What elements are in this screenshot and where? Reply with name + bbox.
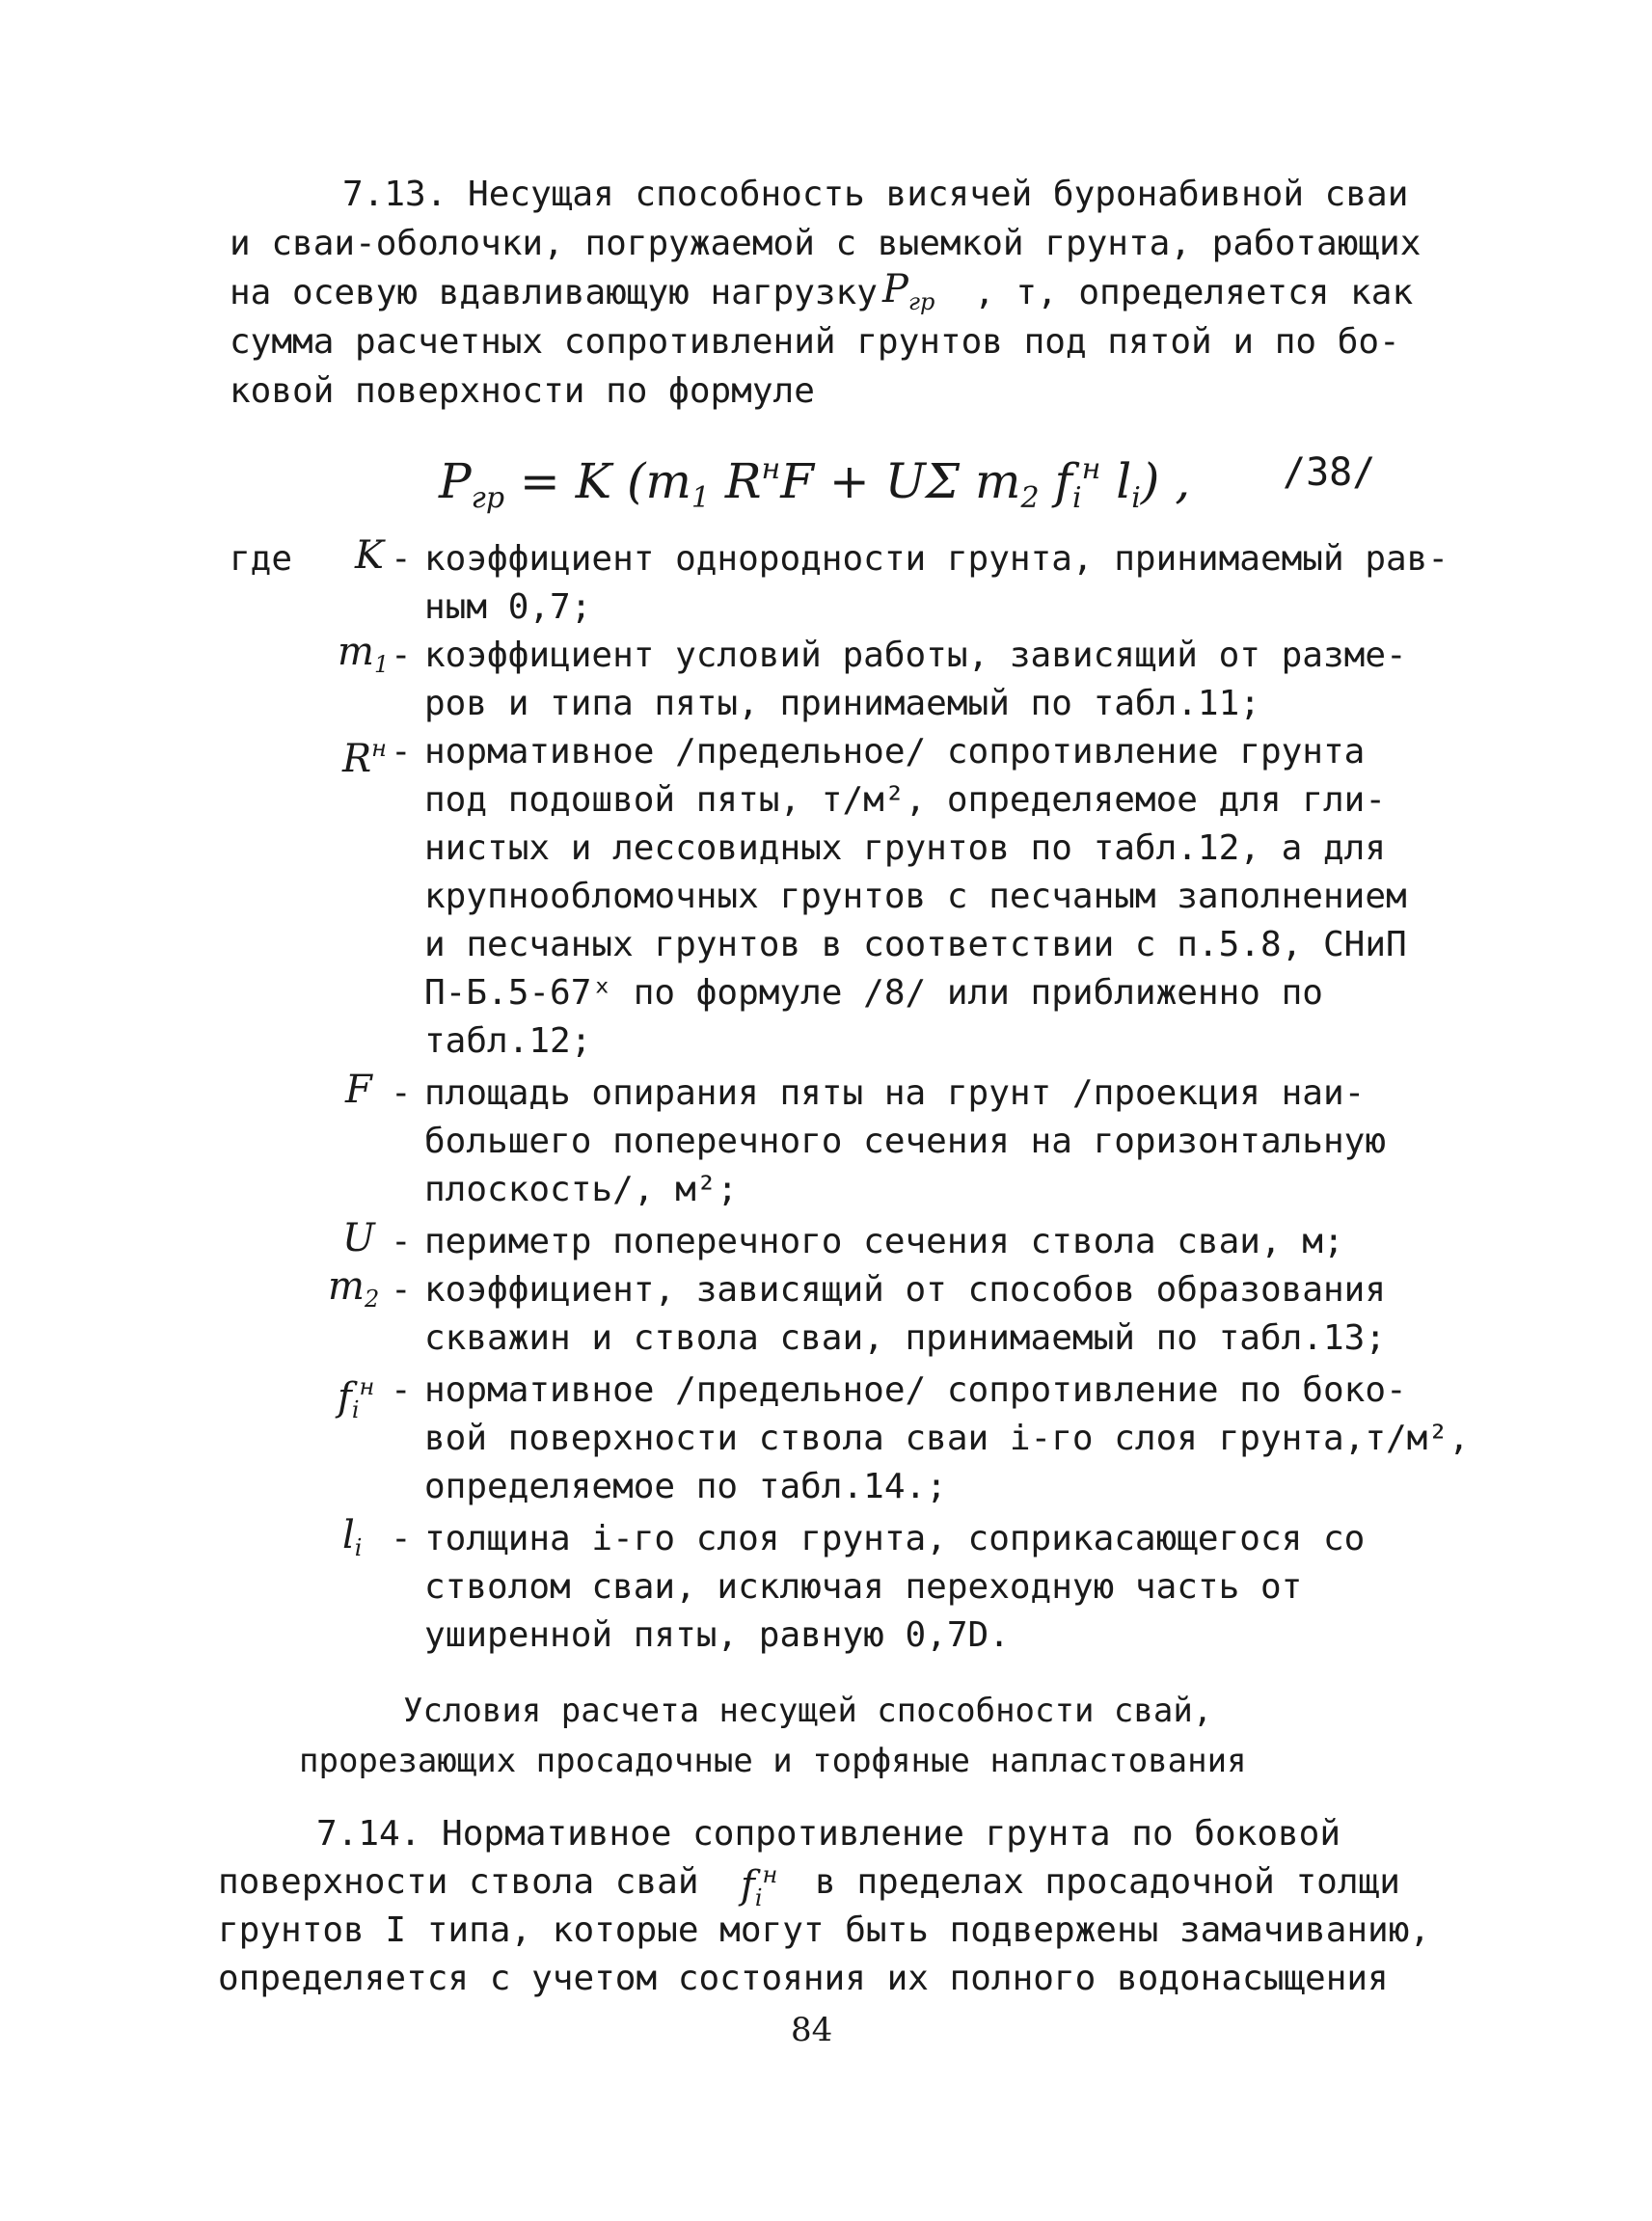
para-7-14-line-2a: поверхности ствола свай	[218, 1862, 699, 1902]
formula-number: /38/	[1283, 450, 1376, 495]
para-7-14-line-4: определяется с учетом состояния их полного водонасыщения	[218, 1959, 1389, 1998]
where-label: где	[230, 539, 293, 579]
dash: -	[391, 1073, 412, 1113]
symbol-f: F	[345, 1068, 372, 1112]
page-number: 84	[791, 2011, 833, 2049]
def-rn-line-3: нистых и лессовидных грунтов по табл.12, а для	[424, 828, 1386, 868]
para-7-13-line-5: ковой поверхности по формуле	[230, 371, 815, 411]
subheading-line-1: Условия расчета несущей способности свай,	[403, 1692, 1213, 1730]
dash: -	[391, 1270, 412, 1310]
para-7-13-line-1: 7.13. Несущая способность висячей буронабивной сваи	[342, 175, 1409, 214]
def-rn-line-1: нормативное /предельное/ сопротивление грунта	[424, 732, 1366, 772]
def-f-line-2: большего поперечного сечения на горизонтальную	[424, 1122, 1386, 1161]
para-7-14-line-3: грунтов I типа, которые могут быть подвержены замачиванию,	[218, 1910, 1431, 1950]
inline-symbol-pgr: $P_{гр}$	[882, 267, 935, 315]
dash: -	[391, 539, 412, 579]
def-li-line-1: толщина i-го слоя грунта, соприкасающегося со	[424, 1519, 1366, 1558]
symbol-fin: $f_i^н$	[338, 1373, 375, 1423]
symbol-k: K	[355, 533, 384, 578]
def-rn-line-2: под подошвой пяты, т/м², определяемое для гли-	[424, 780, 1386, 820]
def-m1-line-1: коэффициент условий работы, зависящий от разме-	[424, 636, 1407, 675]
para-7-14-line-1: 7.14. Нормативное сопротивление грунта по боковой	[316, 1814, 1341, 1854]
para-7-13-line-2: и сваи-оболочки, погружаемой с выемкой грунта, работающих	[230, 224, 1422, 263]
def-fin-line-3: определяемое по табл.14.;	[424, 1467, 947, 1506]
inline-symbol-fin: $f_i^н$	[741, 1861, 778, 1911]
def-rn-line-4: крупнообломочных грунтов с песчаным заполнением	[424, 877, 1407, 916]
subheading-line-2: прорезающих просадочные и торфяные напластования	[299, 1742, 1247, 1780]
def-m2-line-1: коэффициент, зависящий от способов образования	[424, 1270, 1386, 1310]
def-m1-line-2: ров и типа пяты, принимаемый по табл.11;	[424, 684, 1260, 723]
def-k-line-1: коэффициент однородности грунта, принимаемый рав-	[424, 539, 1449, 579]
dash: -	[391, 1222, 412, 1261]
def-rn-line-6: П-Б.5-67ˣ по формуле /8/ или приближенно по	[424, 973, 1323, 1013]
def-li-line-3: уширенной пяты, равную 0,7D.	[424, 1615, 1010, 1655]
def-f-line-1: площадь опирания пяты на грунт /проекция наи-	[424, 1073, 1366, 1113]
para-7-13-line-3b: , т, определяется как	[974, 273, 1414, 312]
dash: -	[391, 1370, 412, 1410]
symbol-m2: $m_2$	[328, 1264, 380, 1313]
para-7-13-line-3a: на осевую вдавливающую нагрузку	[230, 273, 878, 312]
symbol-m1: $m_1$	[338, 630, 390, 678]
dash: -	[391, 732, 412, 772]
def-rn-line-5: и песчаных грунтов в соответствии с п.5.8, СНиП	[424, 925, 1407, 964]
symbol-rn: $R^н$	[342, 735, 387, 781]
def-li-line-2: стволом сваи, исключая переходную часть от	[424, 1567, 1303, 1607]
formula-38: $P_{гр} = K$ ($m_1$ $R^нF + U\Sigma$ $m_2$ $f_i^н$ $l_i$) ,	[439, 452, 1191, 515]
def-rn-line-7: табл.12;	[424, 1021, 592, 1061]
dash: -	[391, 636, 412, 675]
def-k-line-2: ным 0,7;	[424, 587, 592, 627]
symbol-u: U	[342, 1216, 375, 1260]
def-f-line-3: плоскость/, м²;	[424, 1170, 739, 1209]
symbol-li: $l_i$	[342, 1513, 363, 1561]
para-7-14-line-2b: в пределах просадочной толщи	[815, 1862, 1400, 1902]
dash: -	[391, 1519, 412, 1558]
def-fin-line-1: нормативное /предельное/ сопротивление по боко-	[424, 1370, 1407, 1410]
def-m2-line-2: скважин и ствола сваи, принимаемый по табл.13;	[424, 1318, 1386, 1358]
def-fin-line-2: вой поверхности ствола сваи i-го слоя грунта,т/м²,	[424, 1419, 1470, 1458]
def-u-line-1: периметр поперечного сечения ствола сваи, м;	[424, 1222, 1344, 1261]
para-7-13-line-4: сумма расчетных сопротивлений грунтов под пятой и по бо-	[230, 322, 1400, 362]
